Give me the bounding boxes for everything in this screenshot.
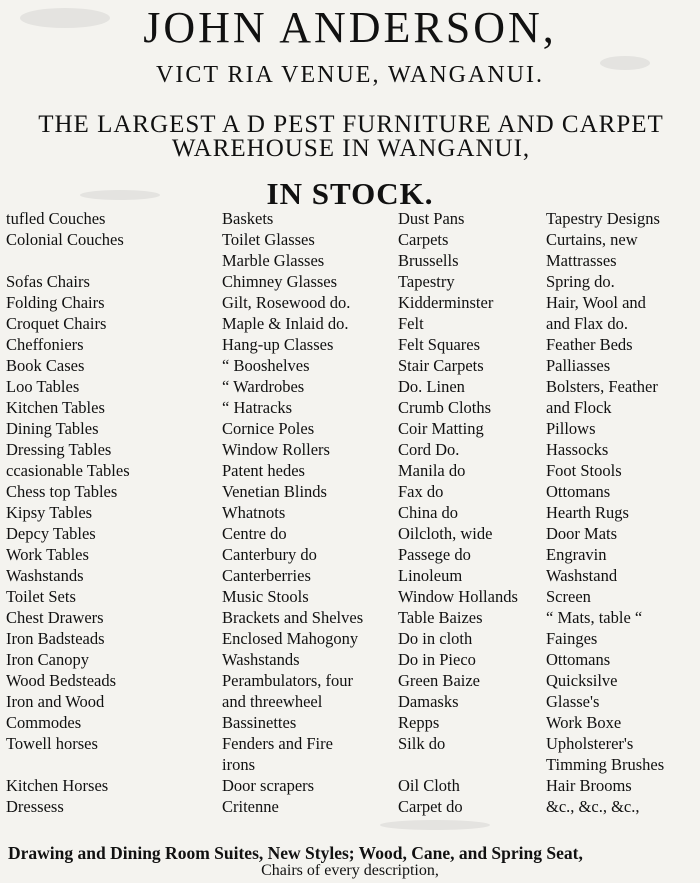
stock-item: “ Mats, table “ [546, 608, 643, 627]
stock-item: Bolsters, Feather [546, 377, 658, 396]
stock-column-2 [222, 208, 408, 817]
stock-item: Cornice Poles [222, 419, 315, 438]
slogan-line-1: THE LARGEST A D PEST FURNITURE AND CARPET [38, 111, 664, 138]
stock-item: Carpet do [398, 797, 463, 816]
stock-item: “ Hatracks [222, 398, 293, 417]
stock-item: Timming Brushes [546, 755, 665, 774]
stock-item: Folding Chairs [6, 293, 105, 312]
stock-item: Patent hedes [222, 461, 305, 480]
stock-item: irons [222, 755, 255, 774]
stock-item: Canterberries [222, 566, 311, 585]
stock-item: Glasse's [546, 692, 600, 711]
stock-item: Carpets [398, 230, 449, 249]
stock-item: Spring do. [546, 272, 615, 291]
stock-item: Chess top Tables [6, 482, 118, 501]
stock-item: Ottomans [546, 482, 611, 501]
stock-item: China do [398, 503, 459, 522]
stock-item: Depcy Tables [6, 524, 96, 543]
stock-item: Kidderminster [398, 293, 494, 312]
stock-item: Manila do [398, 461, 466, 480]
stock-item: “ Wardrobes [222, 377, 305, 396]
stock-item: Hair, Wool and [546, 293, 646, 312]
stock-item: Washstand [546, 566, 618, 585]
stock-item: Iron Canopy [6, 650, 89, 669]
slogan-line-2: WAREHOUSE IN WANGANUI, [171, 135, 531, 162]
stock-item: Door scrapers [222, 776, 315, 795]
stock-item: Kitchen Tables [6, 398, 105, 417]
print-smudge [20, 8, 110, 28]
print-smudge [600, 56, 650, 70]
stock-column-4 [546, 208, 696, 817]
stock-item: Baskets [222, 209, 274, 228]
stock-item: Hassocks [546, 440, 609, 459]
stock-item: Toilet Sets [6, 587, 76, 606]
stock-item: Washstands [222, 650, 300, 669]
stock-item: Toilet Glasses [222, 230, 315, 249]
stock-item: Coir Matting [398, 419, 484, 438]
stock-item: Commodes [6, 713, 82, 732]
stock-item: and Flock [546, 398, 612, 417]
stock-item: Iron Badsteads [6, 629, 105, 648]
stock-item: Fenders and Fire [222, 734, 333, 753]
stock-item: Kipsy Tables [6, 503, 93, 522]
stock-item: Colonial Couches [6, 230, 124, 249]
stock-item: Repps [398, 713, 440, 732]
stock-item: Hearth Rugs [546, 503, 629, 522]
stock-item: Do in Pieco [398, 650, 476, 669]
stock-item: Upholsterer's [546, 734, 634, 753]
stock-column-3 [398, 208, 542, 817]
stock-item: Enclosed Mahogony [222, 629, 359, 648]
stock-item: Loo Tables [6, 377, 80, 396]
stock-item: Dust Pans [398, 209, 465, 228]
stock-item: Croquet Chairs [6, 314, 107, 333]
stock-item: Critenne [222, 797, 279, 816]
stock-item: “ Booshelves [222, 356, 310, 375]
stock-item: Window Hollands [398, 587, 518, 606]
stock-item: Music Stools [222, 587, 309, 606]
stock-item: Dining Tables [6, 419, 99, 438]
stock-item: Crumb Cloths [398, 398, 492, 417]
stock-item: Centre do [222, 524, 287, 543]
footer-line-2: Chairs of every description, [261, 862, 439, 879]
stock-item: Tapestry [398, 272, 455, 291]
stock-item: Silk do [398, 734, 446, 753]
stock-item [6, 754, 216, 775]
stock-item: Door Mats [546, 524, 618, 543]
stock-item: &c., &c., &c., [546, 797, 640, 816]
stock-item: Marble Glasses [222, 251, 325, 270]
stock-item: Window Rollers [222, 440, 330, 459]
stock-item: Canterbury do [222, 545, 317, 564]
stock-item: Venetian Blinds [222, 482, 327, 501]
stock-item: Green Baize [398, 671, 480, 690]
stock-item: Quicksilve [546, 671, 618, 690]
stock-item: Fainges [546, 629, 598, 648]
stock-item: Towell horses [6, 734, 98, 753]
stock-item: Screen [546, 587, 591, 606]
stock-item: Foot Stools [546, 461, 622, 480]
stock-item: Tapestry Designs [546, 209, 660, 228]
stock-item: Work Tables [6, 545, 89, 564]
section-title: IN STOCK. [266, 176, 434, 211]
stock-item: Engravin [546, 545, 607, 564]
stock-item: Bassinettes [222, 713, 297, 732]
stock-item: Palliasses [546, 356, 611, 375]
stock-item: Table Baizes [398, 608, 483, 627]
stock-item: tufled Couches [6, 209, 106, 228]
stock-item: Damasks [398, 692, 459, 711]
stock-item: Wood Bedsteads [6, 671, 117, 690]
stock-item: Oil Cloth [398, 776, 460, 795]
stock-item: Feather Beds [546, 335, 633, 354]
stock-item: Do in cloth [398, 629, 473, 648]
stock-item: Chimney Glasses [222, 272, 338, 291]
stock-item: Curtains, new [546, 230, 638, 249]
stock-item: Chest Drawers [6, 608, 104, 627]
stock-item: Ottomans [546, 650, 611, 669]
stock-item: Dressing Tables [6, 440, 112, 459]
stock-item: Felt Squares [398, 335, 481, 354]
stock-item: Maple & Inlaid do. [222, 314, 349, 333]
stock-item: ccasionable Tables [6, 461, 130, 480]
stock-item: Cheffoniers [6, 335, 84, 354]
stock-item: Sofas Chairs [6, 272, 90, 291]
stock-item: Perambulators, four [222, 671, 354, 690]
stock-item: Pillows [546, 419, 596, 438]
stock-item: Gilt, Rosewood do. [222, 293, 351, 312]
stock-item: Washstands [6, 566, 84, 585]
stock-item: Brussells [398, 251, 459, 270]
stock-item: Oilcloth, wide [398, 524, 493, 543]
stock-item: Passege do [398, 545, 471, 564]
print-smudge [80, 190, 160, 200]
stock-item: Kitchen Horses [6, 776, 109, 795]
stock-item: Stair Carpets [398, 356, 484, 375]
stock-item: Brackets and Shelves [222, 608, 364, 627]
stock-item [398, 754, 542, 775]
stock-item: Dressess [6, 797, 64, 816]
stock-item: Work Boxe [546, 713, 622, 732]
stock-item: Hang-up Classes [222, 335, 334, 354]
stock-item: and threewheel [222, 692, 323, 711]
print-smudge [380, 820, 490, 830]
stock-item: Mattrasses [546, 251, 617, 270]
stock-item: Do. Linen [398, 377, 465, 396]
headline: JOHN ANDERSON, [143, 3, 557, 52]
stock-column-1 [6, 208, 216, 817]
stock-item: Linoleum [398, 566, 463, 585]
stock-item: Fax do [398, 482, 444, 501]
stock-item: and Flax do. [546, 314, 629, 333]
stock-item: Iron and Wood [6, 692, 105, 711]
stock-item: Cord Do. [398, 440, 460, 459]
stock-item: Hair Brooms [546, 776, 632, 795]
address-line: VICT RIA VENUE, WANGANUI. [156, 62, 544, 88]
stock-item [6, 250, 216, 271]
stock-item: Whatnots [222, 503, 286, 522]
stock-item: Book Cases [6, 356, 85, 375]
footer-line-1: Drawing and Dining Room Suites, New Styles; Wood, Cane, and Spring Seat, [8, 843, 583, 863]
stock-item: Felt [398, 314, 424, 333]
